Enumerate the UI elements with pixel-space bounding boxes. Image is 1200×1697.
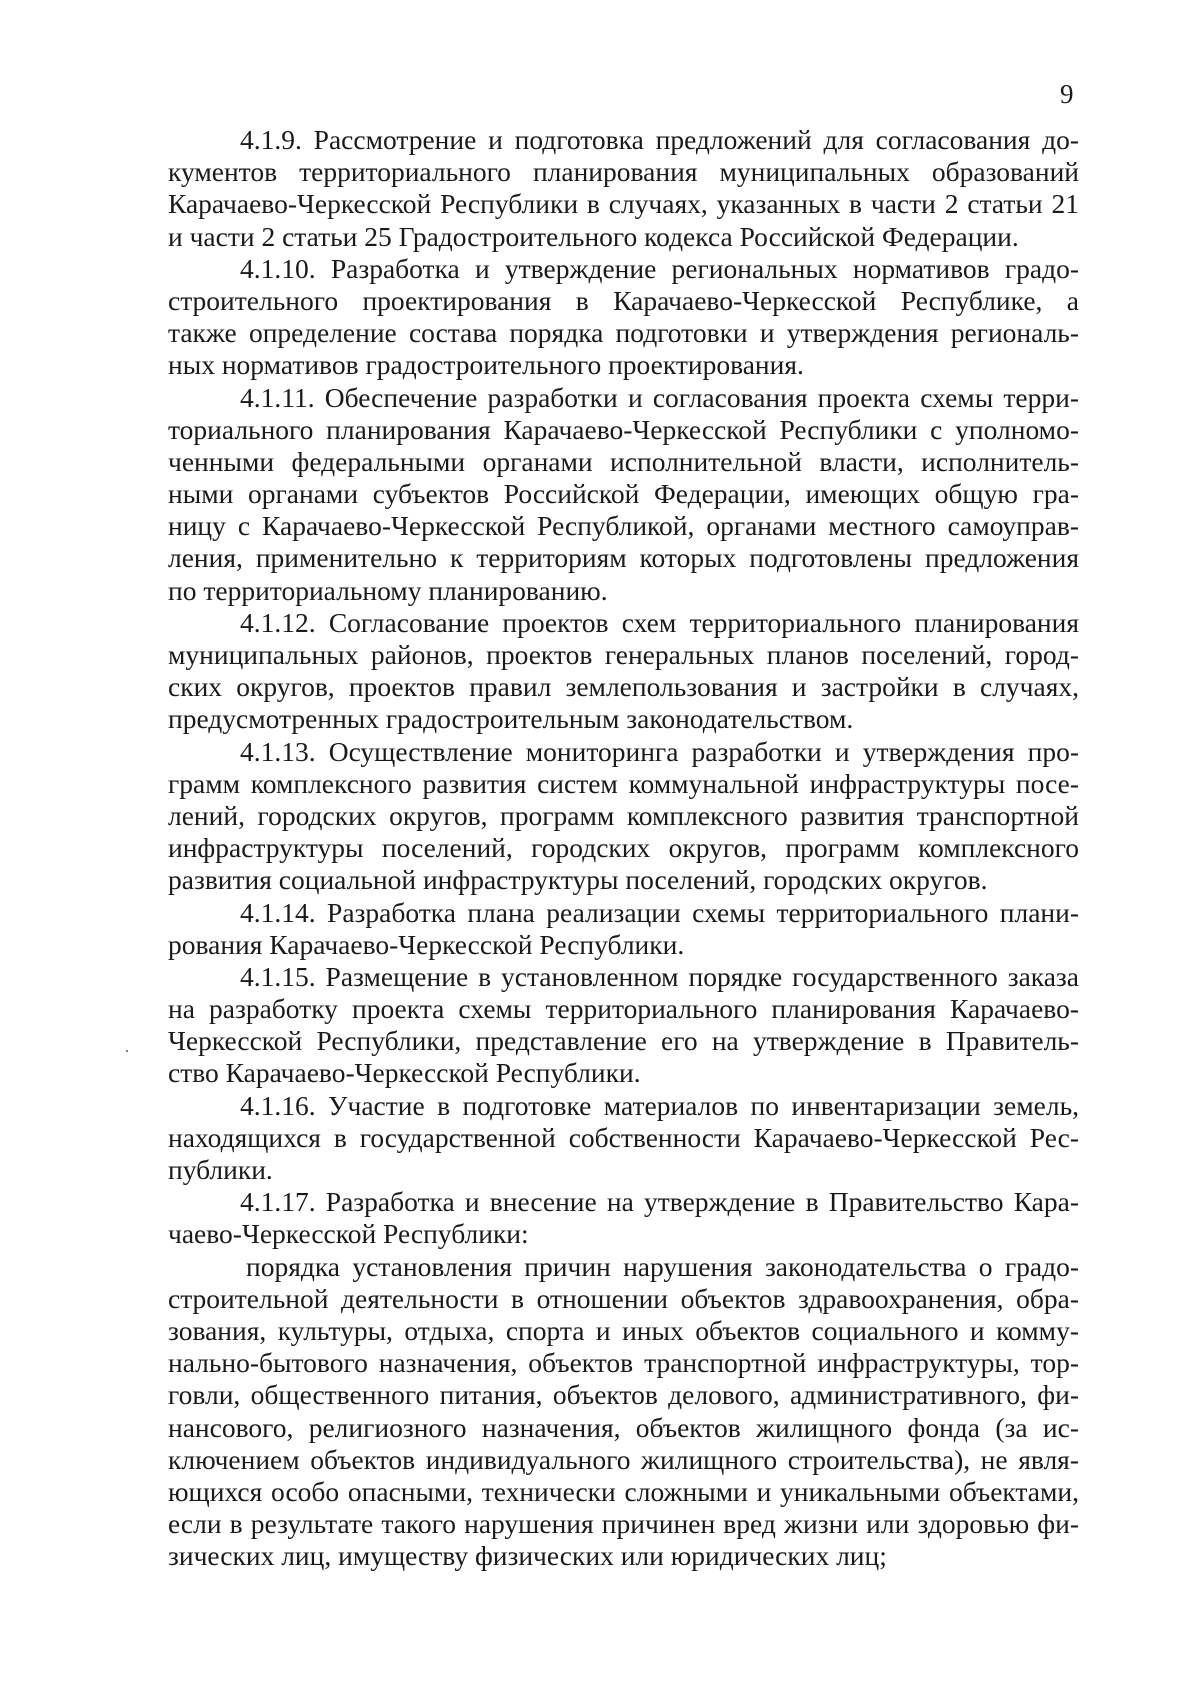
- scan-speck: [126, 1050, 128, 1052]
- text-line: 4.1.14. Разработка плана реализации схемы территориального плани-: [240, 896, 1079, 928]
- text-line: 4.1.17. Разработка и внесение на утверждение в Правительство Кара-: [240, 1186, 1079, 1218]
- text-line: строительного проектирования в Карачаево-Черкесской Республике, а: [168, 284, 1079, 316]
- text-line: 4.1.11. Обеспечение разработки и согласования проекта схемы терри-: [240, 381, 1079, 413]
- text-line: инфраструктуры поселений, городских округов, программ комплексного: [168, 832, 1079, 864]
- text-line: рования Карачаево-Черкесской Республики.: [168, 928, 685, 960]
- text-line: если в результате такого нарушения причинен вред жизни или здоровью фи-: [168, 1508, 1079, 1540]
- text-line: ториального планирования Карачаево-Черкесской Республики с уполномо-: [168, 413, 1079, 445]
- text-line: нально-бытового назначения, объектов транспортной инфраструктуры, тор-: [168, 1347, 1079, 1379]
- text-line: Карачаево-Черкесской Республики в случаях, указанных в части 2 статьи 21: [168, 188, 1079, 220]
- text-line: по территориальному планированию.: [168, 574, 608, 606]
- text-line: развития социальной инфраструктуры поселений, городских округов.: [168, 864, 988, 896]
- text-line: 4.1.13. Осуществление мониторинга разработки и утверждения про-: [240, 735, 1079, 767]
- text-line: 4.1.12. Согласование проектов схем территориального планирования: [240, 606, 1079, 638]
- text-line: кументов территориального планирования муниципальных образований: [168, 156, 1079, 188]
- text-line: 4.1.9. Рассмотрение и подготовка предложений для согласования до-: [240, 124, 1079, 155]
- text-line: Черкесской Республики, представление его на утверждение в Правитель-: [168, 1025, 1079, 1057]
- text-line: чаево-Черкесской Республики:: [168, 1218, 529, 1250]
- text-line: порядка установления причин нарушения законодательства о градо-: [246, 1250, 1079, 1282]
- text-line: ных нормативов градостроительного проектирования.: [168, 349, 804, 381]
- text-line: предусмотренных градостроительным законодательством.: [168, 703, 854, 735]
- text-line: находящихся в государственной собственности Карачаево-Черкесской Рес-: [168, 1121, 1079, 1153]
- text-line: грамм комплексного развития систем коммунальной инфраструктуры посе-: [168, 767, 1079, 799]
- text-line: зования, культуры, отдыха, спорта и иных объектов социального и комму-: [168, 1314, 1079, 1346]
- text-line: зических лиц, имуществу физических или юридических лиц;: [168, 1540, 887, 1572]
- text-line: говли, общественного питания, объектов делового, административного, фи-: [168, 1379, 1079, 1411]
- text-line: также определение состава порядка подготовки и утверждения региональ-: [168, 317, 1079, 349]
- text-line: ющихся особо опасными, технически сложными и уникальными объектами,: [168, 1475, 1079, 1507]
- text-line: на разработку проекта схемы территориального планирования Карачаево-: [168, 993, 1079, 1025]
- text-line: нансового, религиозного назначения, объектов жилищного фонда (за ис-: [168, 1411, 1079, 1443]
- text-line: 4.1.16. Участие в подготовке материалов по инвентаризации земель,: [240, 1089, 1079, 1121]
- text-line: строительной деятельности в отношении объектов здравоохранения, обра-: [168, 1282, 1079, 1314]
- text-line: ными органами субъектов Российской Федерации, имеющих общую гра-: [168, 478, 1079, 510]
- text-line: и части 2 статьи 25 Градостроительного кодекса Российской Федерации.: [168, 220, 1019, 252]
- text-line: ченными федеральными органами исполнительной власти, исполнитель-: [168, 445, 1079, 477]
- text-line: публики.: [168, 1154, 273, 1185]
- text-line: ских округов, проектов правил землепользования и застройки в случаях,: [168, 671, 1079, 703]
- text-line: ницу с Карачаево-Черкесской Республикой, органами местного самоуправ-: [168, 510, 1079, 542]
- text-line: 4.1.15. Размещение в установленном порядке государственного заказа: [240, 960, 1079, 992]
- text-line: ключением объектов индивидуального жилищного строительства), не явля-: [168, 1443, 1079, 1475]
- document-body: [168, 124, 1079, 1572]
- text-line: ления, применительно к территориям которых подготовлены предложения: [168, 542, 1079, 574]
- text-line: ство Карачаево-Черкесской Республики.: [168, 1057, 641, 1089]
- text-line: лений, городских округов, программ комплексного развития транспортной: [168, 799, 1079, 831]
- page-number: 9: [1060, 79, 1074, 109]
- text-line: 4.1.10. Разработка и утверждение региональных нормативов градо-: [240, 252, 1079, 284]
- text-line: муниципальных районов, проектов генеральных планов поселений, город-: [168, 639, 1079, 670]
